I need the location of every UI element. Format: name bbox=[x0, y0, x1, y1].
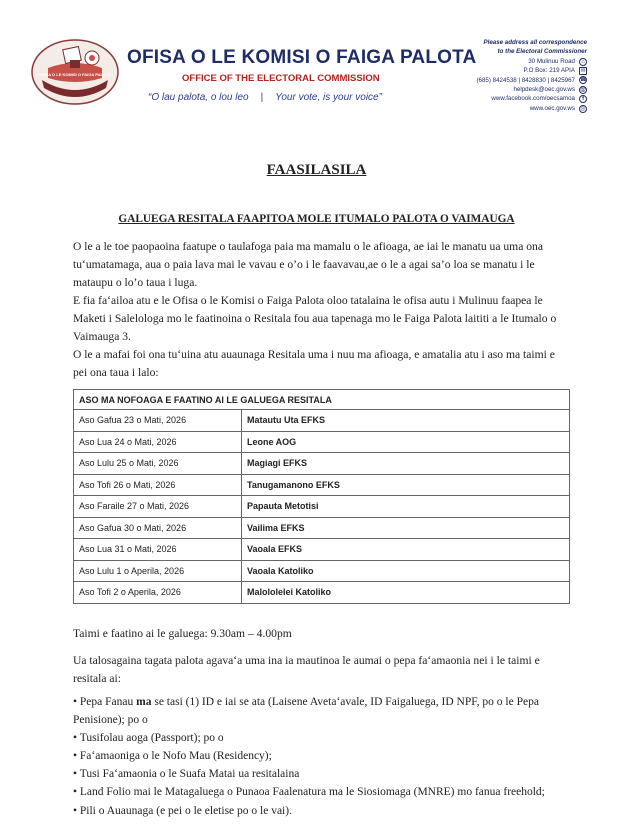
paragraph-intro: O le a le toe paopaoina faatupe o taulafoga paia ma mamalu o le afioaga, ae iai le manatu ua uma ona tu‘umatamaga, aua o paia lava mai le vavau e o’o i le faavavau,ae o le a agai sa’o loa se manatu i le mataupu o lo’o taua i luga. bbox=[73, 240, 543, 289]
schedule-location: Magiagi EFKS bbox=[242, 453, 570, 475]
list-item: • Tusifolau aoga (Passport); po o bbox=[73, 732, 224, 745]
at-icon: @ bbox=[580, 86, 586, 93]
schedule-date: Aso Tofi 26 o Mati, 2026 bbox=[74, 474, 242, 496]
working-hours: Taimi e faatino ai le galuega: 9.30am – 4.00pm bbox=[73, 627, 292, 640]
list-item: • Pepa Fanau ma se tasi (1) ID e iai se ata (Laisene Aveta‘avale, ID Faigaluega, ID NPF, po o le Pepa Penisione); po o bbox=[73, 696, 539, 727]
list-item: • Land Folio mai le Matagaluega o Punaoa Faalenatura ma le Siosiomaga (MNRE) mo fanua freehold; bbox=[73, 786, 545, 799]
org-subtitle: OFFICE OF THE ELECTORAL COMMISSION bbox=[182, 73, 380, 84]
motto-english: Your vote, is your voice” bbox=[275, 92, 382, 103]
paragraph-announcement: E fia fa‘ailoa atu e le Ofisa o le Komisi o Faiga Palota oloo tatalaina le ofisa autu i Mulinuu faapea le Maketi i Salelologa mo le faatinoina o Resitala fou aua tapenaga mo le Faiga Palota laititi a le Itumalo o Vaimauga 3. bbox=[73, 294, 557, 343]
schedule-date: Aso Lua 24 o Mati, 2026 bbox=[74, 431, 242, 453]
schedule-date: Aso Faraile 27 o Mati, 2026 bbox=[74, 496, 242, 518]
schedule-date: Aso Lulu 1 o Aperila, 2026 bbox=[74, 560, 242, 582]
contact-block bbox=[417, 38, 587, 113]
schedule-date: Aso Lulu 25 o Mati, 2026 bbox=[74, 453, 242, 475]
contact-website[interactable]: www.oec.gov.ws ◎ bbox=[529, 104, 586, 112]
contact-po-box: P.O Box: 219 APIA ✉ bbox=[523, 67, 586, 75]
schedule-location: Leone AOG bbox=[242, 431, 570, 453]
schedule-header-row bbox=[74, 390, 570, 410]
mailbox-icon: ✉ bbox=[580, 67, 586, 74]
logo-text: OFISA O LE KOMISI O FAIGA PALOTA bbox=[38, 72, 112, 77]
schedule-date: Aso Gafua 30 o Mati, 2026 bbox=[74, 517, 242, 539]
commission-logo-icon bbox=[30, 38, 120, 106]
schedule-table bbox=[73, 389, 570, 604]
schedule-location: Malololelei Katoliko bbox=[242, 582, 570, 604]
table-row bbox=[74, 453, 570, 475]
schedule-date: Aso Tofi 2 o Aperila, 2026 bbox=[74, 582, 242, 604]
correspondence-note-line2: to the Electoral Commissioner bbox=[497, 48, 587, 56]
contact-facebook[interactable]: www.facebook.com/oecsamoa f bbox=[417, 94, 587, 103]
contact-phones: (685) 8424538 | 8428830 | 8425967 ☎ bbox=[476, 76, 587, 84]
list-item: • Tusi Fa‘amaonia o le Suafa Matai ua resitalaina bbox=[73, 768, 300, 781]
contact-address: 30 Mulinuu Road ⌂ bbox=[417, 57, 587, 66]
schedule-location: Matautu Uta EFKS bbox=[242, 410, 570, 432]
table-row bbox=[74, 431, 570, 453]
motto-line bbox=[148, 92, 382, 103]
requirements-list bbox=[73, 693, 573, 820]
table-row bbox=[74, 539, 570, 561]
correspondence-note-line1: Please address all correspondence bbox=[483, 39, 587, 46]
notice-subtitle: GALUEGA RESITALA FAAPITOA MOLE ITUMALO PALOTA O VAIMAUGA bbox=[118, 213, 515, 225]
list-item: • Pili o Auaunaga (e pei o le eletise po o le vai). bbox=[73, 804, 292, 817]
table-row bbox=[74, 410, 570, 432]
schedule-location: Tanugamanono EFKS bbox=[242, 474, 570, 496]
list-item: • Fa‘amaoniga o le Nofo Mau (Residency); bbox=[73, 750, 272, 763]
schedule-location: Vaoala EFKS bbox=[242, 539, 570, 561]
facebook-icon: f bbox=[579, 95, 587, 103]
table-row bbox=[74, 582, 570, 604]
table-row bbox=[74, 496, 570, 518]
phone-icon: ☎ bbox=[580, 77, 587, 84]
motto-separator: | bbox=[260, 92, 264, 103]
motto-samoan: “O lau palota, o lou leo bbox=[148, 92, 249, 103]
notice-title: FAASILASILA bbox=[266, 162, 367, 178]
schedule-date: Aso Lua 31 o Mati, 2026 bbox=[74, 539, 242, 561]
schedule-location: Vailima EFKS bbox=[242, 517, 570, 539]
location-pin-icon: ⌂ bbox=[579, 58, 587, 66]
schedule-location: Papauta Metotisi bbox=[242, 496, 570, 518]
table-row bbox=[74, 560, 570, 582]
globe-icon: ◎ bbox=[580, 105, 586, 112]
schedule-location: Vaoala Katoliko bbox=[242, 560, 570, 582]
table-row bbox=[74, 517, 570, 539]
paragraph-services: O le a mafai foi ona tu‘uina atu auaunaga Resitala uma i nuu ma afioaga, e amatalia atu i aso ma taimi e pei ona taua i lalo: bbox=[73, 348, 555, 379]
table-row bbox=[74, 474, 570, 496]
schedule-date: Aso Gafua 23 o Mati, 2026 bbox=[74, 410, 242, 432]
schedule-header: ASO MA NOFOAGA E FAATINO AI LE GALUEGA RESITALA bbox=[74, 390, 570, 410]
contact-email[interactable]: helpdesk@oec.gov.ws @ bbox=[513, 86, 586, 94]
org-title: OFISA O LE KOMISI O FAIGA PALOTA bbox=[127, 47, 477, 68]
paragraph-requirements-intro: Ua talosagaina tagata palota agava‘a uma ina ia mautinoa le aumai o pepa fa‘amaonia nei i le taimi e resitala ai: bbox=[73, 654, 540, 685]
